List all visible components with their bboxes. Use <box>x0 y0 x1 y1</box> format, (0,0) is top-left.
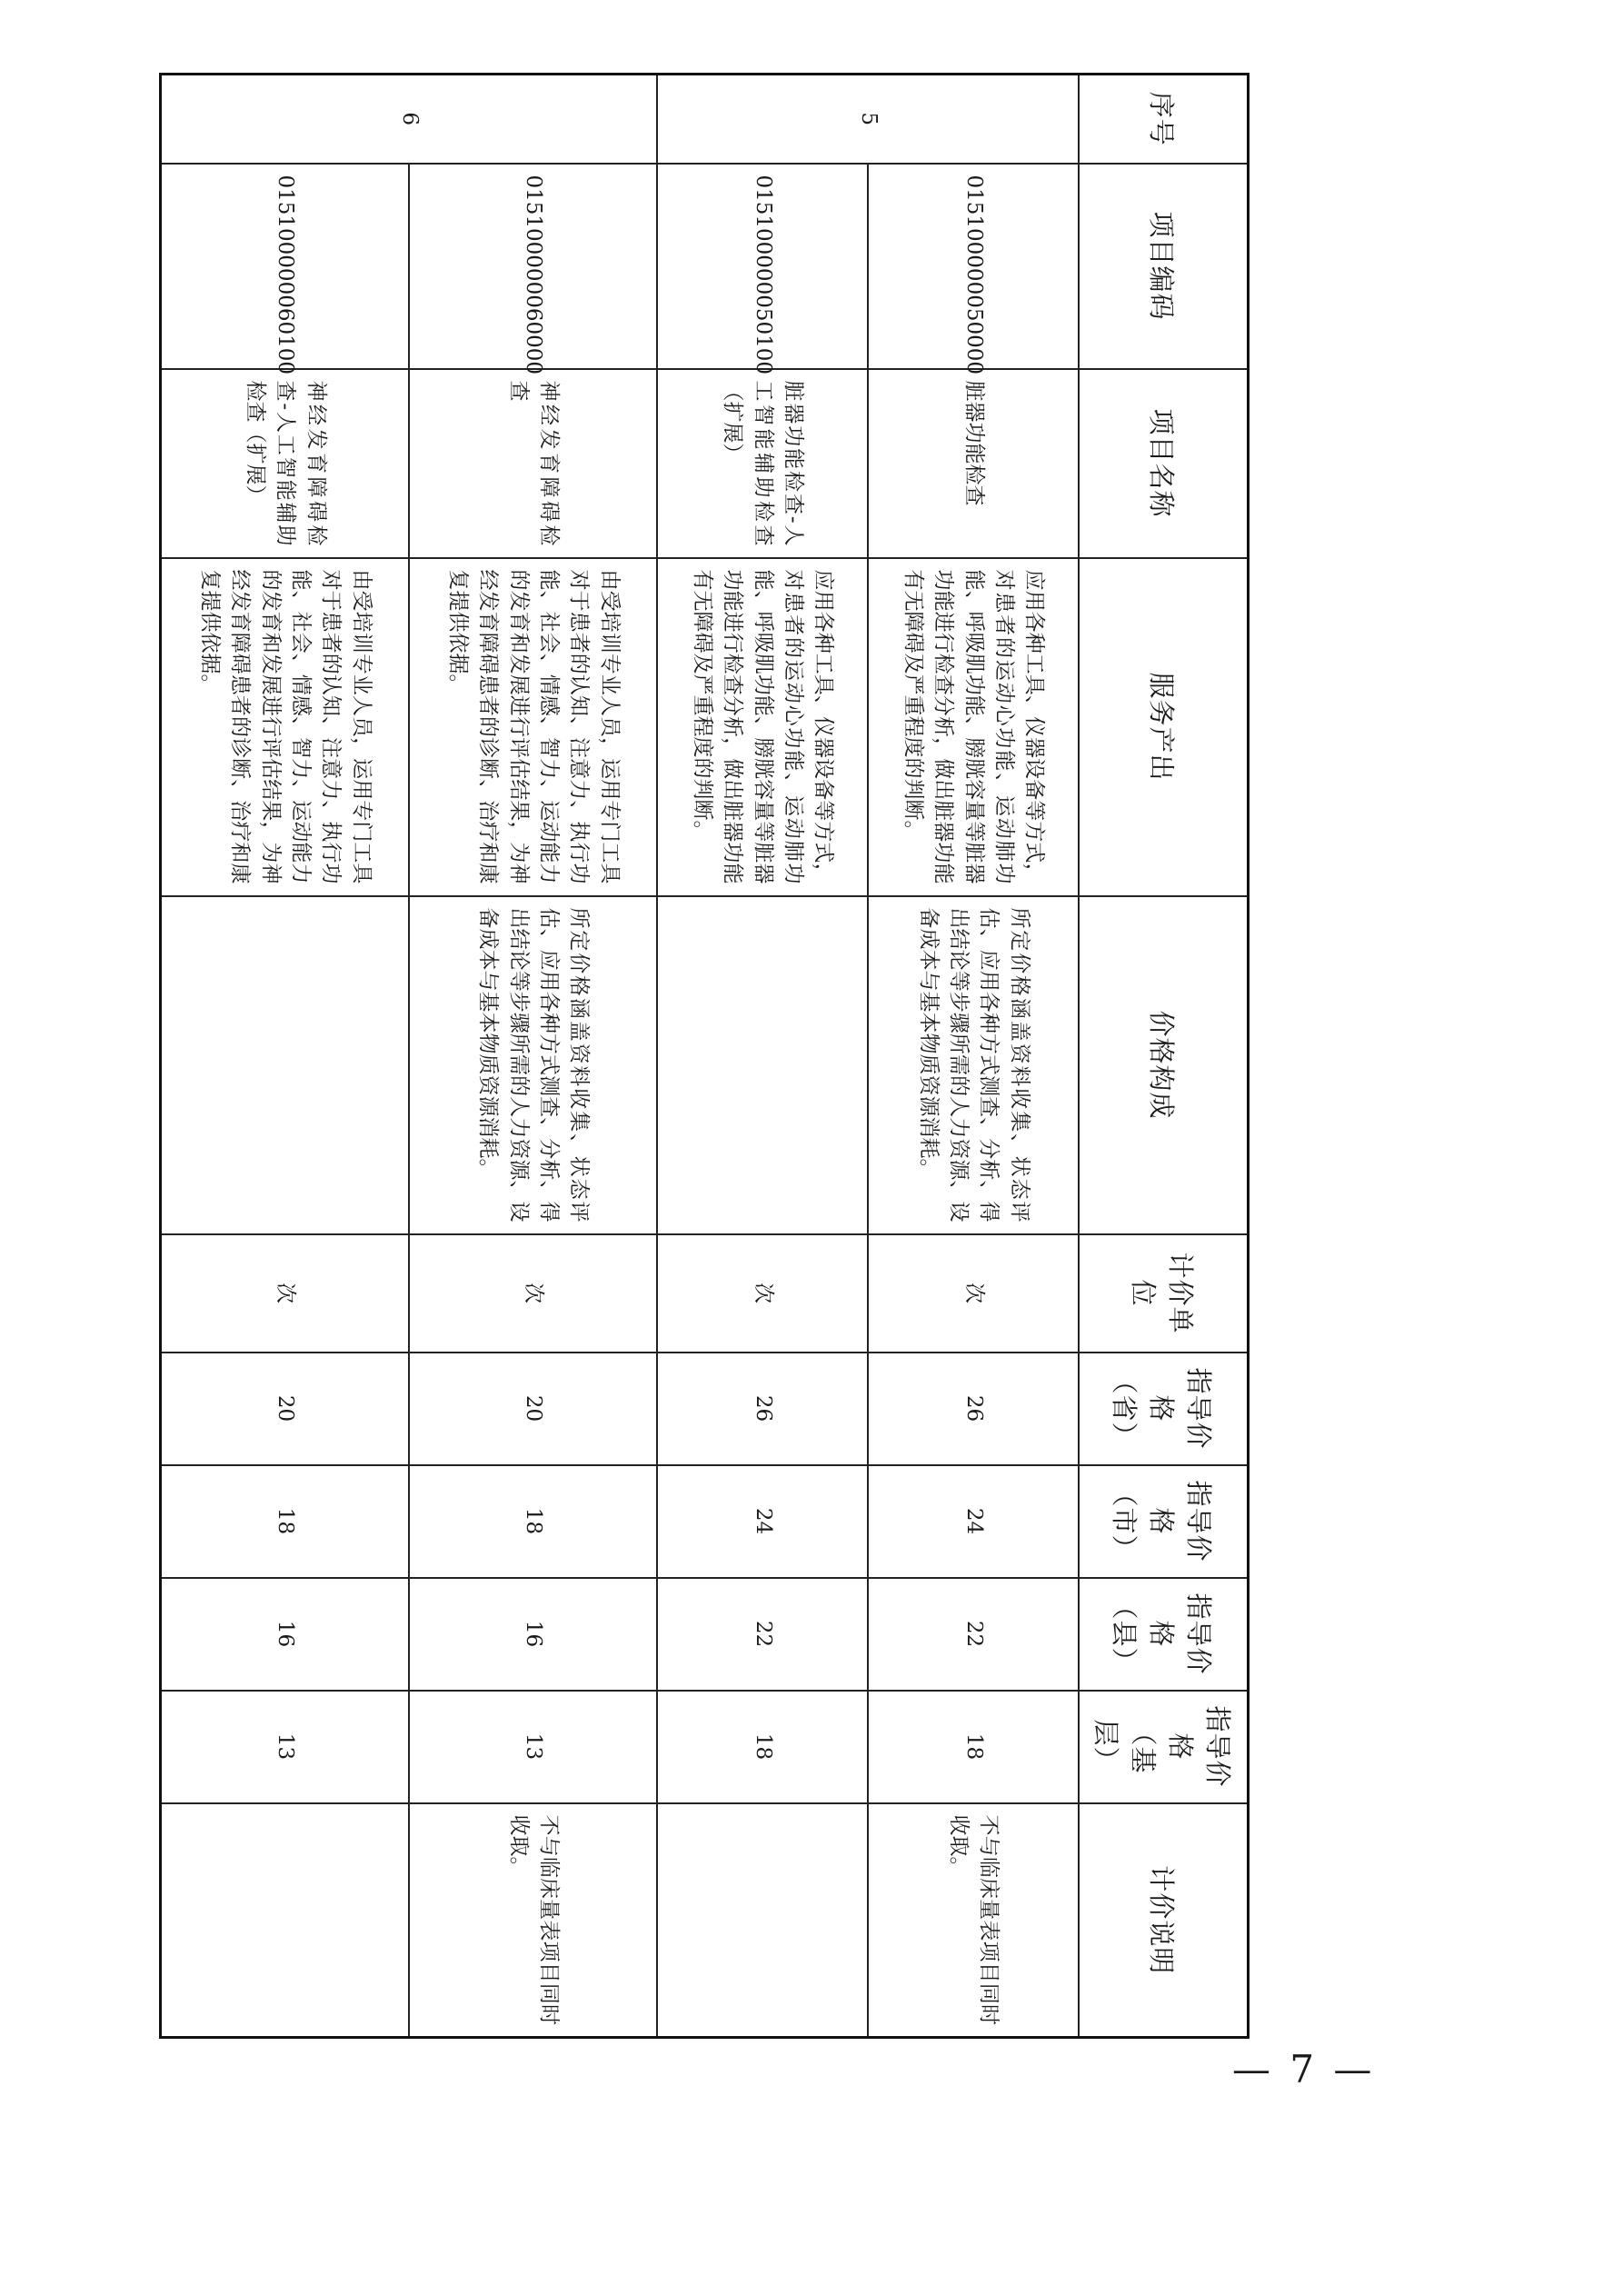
header-price-province <box>1079 1353 1249 1465</box>
row-output: 由受培训专业人员，运用专门工具对于患者的认知、注意力、执行功能、社会、情感、智力、运动能力的发育和发展进行评估结果，为神经发育障碍患者的诊断、治疗和康复提供依据。 <box>409 558 657 896</box>
row-price-city: 18 <box>409 1465 657 1578</box>
header-composition: 价格构成 <box>1079 896 1249 1234</box>
row-price-grassroots: 13 <box>409 1691 657 1803</box>
table-row <box>657 75 868 2038</box>
row-price-county: 22 <box>657 1578 868 1691</box>
header-unit: 计价单位 <box>1079 1234 1249 1353</box>
page-number: — 7 — <box>1232 2047 1376 2091</box>
row-note: 不与临床量表项目同时收取。 <box>868 1803 1079 2038</box>
rotated-table-container <box>159 73 1250 2036</box>
row-price-grassroots: 18 <box>868 1691 1079 1803</box>
table-row <box>161 75 410 2038</box>
row-name: 脏器功能检查 <box>868 369 1079 558</box>
row-price-county: 16 <box>409 1578 657 1691</box>
table-row <box>868 75 1079 2038</box>
row-price-province: 26 <box>868 1353 1079 1465</box>
row-composition: 所定价格涵盖资料收集、状态评估、应用各种方式测查、分析、得出结论等步骤所需的人力资源、设备成本与基本物质资源消耗。 <box>868 896 1079 1234</box>
row-composition: 所定价格涵盖资料收集、状态评估、应用各种方式测查、分析、得出结论等步骤所需的人力资源、设备成本与基本物质资源消耗。 <box>409 896 657 1234</box>
row-price-province: 20 <box>409 1353 657 1465</box>
row-name: 神经发育障碍检查 <box>409 369 657 558</box>
table-header-row <box>1079 75 1249 2038</box>
row-price-county: 22 <box>868 1578 1079 1691</box>
row-unit: 次 <box>409 1234 657 1353</box>
row-price-county: 16 <box>161 1578 410 1691</box>
header-price-grassroots-line1: 指导价格 <box>1165 1705 1233 1788</box>
table-row <box>409 75 657 2038</box>
header-price-province-line1: 指导价格 <box>1146 1367 1215 1450</box>
header-price-county-line1: 指导价格 <box>1146 1592 1215 1675</box>
row-code: 015100000050000 <box>868 164 1079 369</box>
row-code: 015100000050100 <box>657 164 868 369</box>
row-code: 015100000060100 <box>161 164 410 369</box>
row-output: 由受培训专业人员，运用专门工具对于患者的认知、注意力、执行功能、社会、情感、智力、运动能力的发育和发展进行评估结果，为神经发育障碍患者的诊断、治疗和康复提供依据。 <box>161 558 410 896</box>
row-composition <box>161 896 410 1234</box>
row-output: 应用各种工具、仪器设备等方式，对患者的运动心功能、运动肺功能、呼吸肌功能、膀胱容量等脏器功能进行检查分析，做出脏器功能有无障碍及严重程度的判断。 <box>657 558 868 896</box>
row-name: 神经发育障碍检查-人工智能辅助检查（扩展） <box>161 369 410 558</box>
row-price-province: 20 <box>161 1353 410 1465</box>
header-price-county <box>1079 1578 1249 1691</box>
row-price-province: 26 <box>657 1353 868 1465</box>
row-unit: 次 <box>657 1234 868 1353</box>
row-price-grassroots: 18 <box>657 1691 868 1803</box>
header-seq: 序号 <box>1079 75 1249 164</box>
header-price-city <box>1079 1465 1249 1578</box>
header-price-city-line2: （市） <box>1109 1480 1140 1562</box>
row-name: 脏器功能检查-人工智能辅助检查（扩展） <box>657 369 868 558</box>
row-code: 015100000060000 <box>409 164 657 369</box>
row-seq: 6 <box>161 75 658 164</box>
header-output: 服务产出 <box>1079 558 1249 896</box>
row-price-city: 18 <box>161 1465 410 1578</box>
row-composition <box>657 896 868 1234</box>
row-price-grassroots: 13 <box>161 1691 410 1803</box>
row-unit: 次 <box>161 1234 410 1353</box>
row-seq: 5 <box>657 75 1079 164</box>
row-note <box>657 1803 868 2038</box>
price-table <box>159 73 1250 2039</box>
header-price-grassroots-line2: （基层） <box>1090 1719 1159 1774</box>
header-name: 项目名称 <box>1079 369 1249 558</box>
header-price-grassroots <box>1079 1691 1249 1803</box>
row-output: 应用各种工具、仪器设备等方式，对患者的运动心功能、运动肺功能、呼吸肌功能、膀胱容量等脏器功能进行检查分析，做出脏器功能有无障碍及严重程度的判断。 <box>868 558 1079 896</box>
row-price-city: 24 <box>868 1465 1079 1578</box>
header-note: 计价说明 <box>1079 1803 1249 2038</box>
row-price-city: 24 <box>657 1465 868 1578</box>
header-price-city-line1: 指导价格 <box>1146 1480 1215 1562</box>
header-code: 项目编码 <box>1079 164 1249 369</box>
row-unit: 次 <box>868 1234 1079 1353</box>
header-price-province-line2: （省） <box>1109 1367 1140 1450</box>
header-price-county-line2: （县） <box>1109 1592 1140 1675</box>
row-note <box>161 1803 410 2038</box>
row-note: 不与临床量表项目同时收取。 <box>409 1803 657 2038</box>
